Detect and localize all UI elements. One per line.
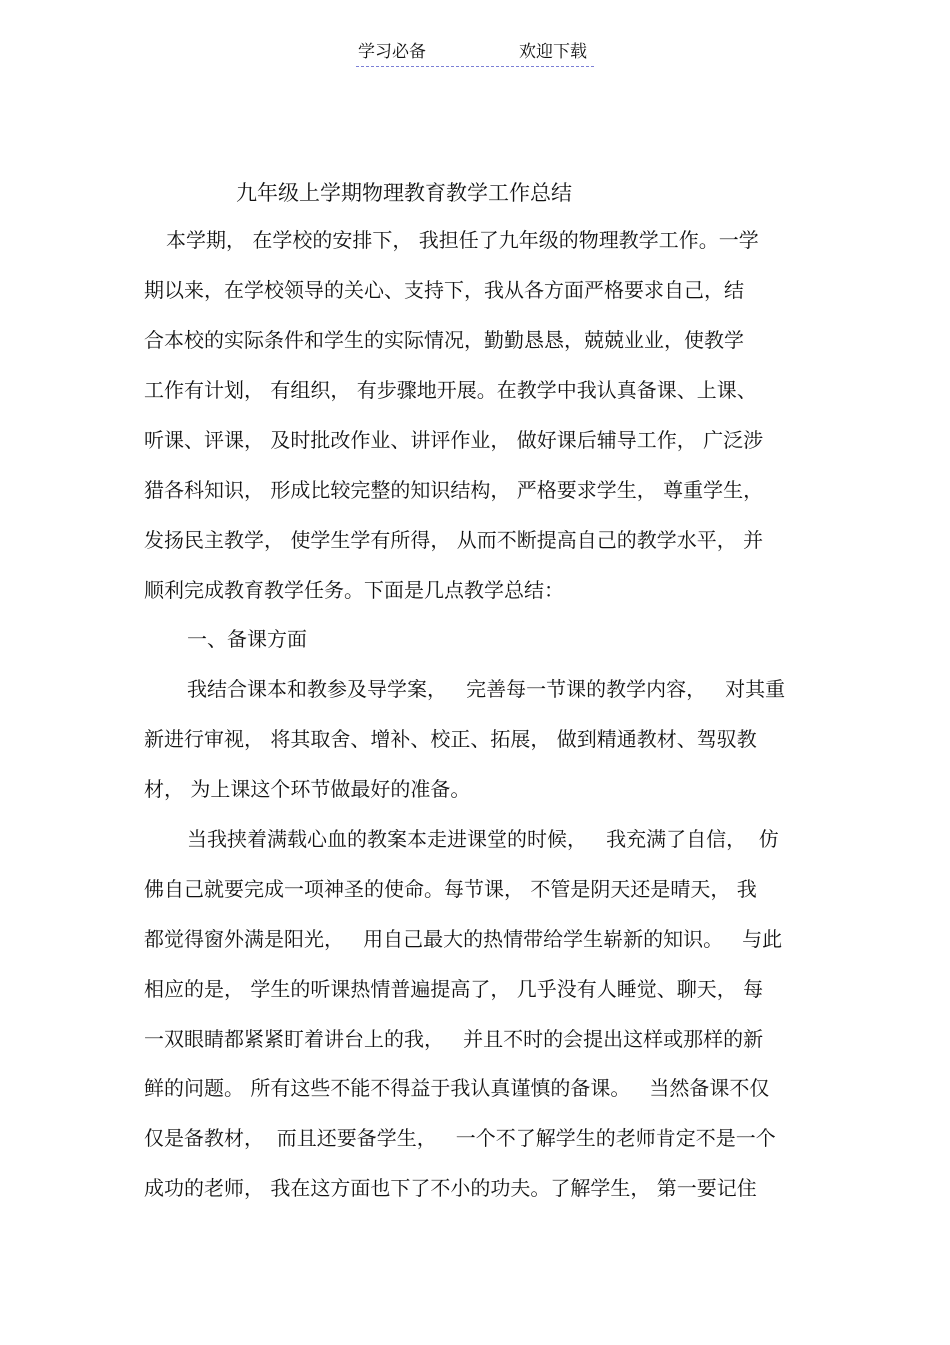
header-left-text: 学习必备 <box>358 42 426 62</box>
body-line: 本学期， 在学校的安排下， 我担任了九年级的物理教学工作。一学 <box>166 228 759 252</box>
body-line: 期以来，在学校领导的关心、支持下，我从各方面严格要求自己，结 <box>144 278 744 302</box>
document-title: 九年级上学期物理教育教学工作总结 <box>236 181 572 205</box>
body-line: 猎各科知识， 形成比较完整的知识结构， 严格要求学生， 尊重学生， <box>144 478 764 502</box>
body-line: 顺利完成教育教学任务。下面是几点教学总结： <box>144 578 564 602</box>
body-line: 材， 为上课这个环节做最好的准备。 <box>144 777 471 801</box>
body-line: 当我挟着满载心血的教案本走进课堂的时候， 我充满了自信， 仿 <box>187 827 779 851</box>
body-line: 合本校的实际条件和学生的实际情况，勤勤恳恳，兢兢业业，使教学 <box>144 328 744 352</box>
body-line: 佛自己就要完成一项神圣的使命。每节课， 不管是阴天还是晴天， 我 <box>144 877 757 901</box>
body-line: 相应的是， 学生的听课热情普遍提高了， 几乎没有人睡觉、聊天， 每 <box>144 977 764 1001</box>
body-line: 发扬民主教学， 使学生学有所得， 从而不断提高自己的教学水平， 并 <box>144 528 764 552</box>
header-right-text: 欢迎下载 <box>519 42 587 62</box>
section-heading: 一、备课方面 <box>187 627 307 651</box>
page-header <box>356 40 594 67</box>
body-line: 都觉得窗外满是阳光， 用自己最大的热情带给学生崭新的知识。 与此 <box>144 927 783 951</box>
body-line: 工作有计划， 有组织， 有步骤地开展。在教学中我认真备课、上课、 <box>144 378 757 402</box>
body-line: 仅是备教材， 而且还要备学生， 一个不了解学生的老师肯定不是一个 <box>144 1126 776 1150</box>
body-line: 新进行审视， 将其取舍、增补、校正、拓展， 做到精通教材、驾驭教 <box>144 727 757 751</box>
body-line: 成功的老师， 我在这方面也下了不小的功夫。了解学生， 第一要记住 <box>144 1176 757 1200</box>
body-line: 鲜的问题。 所有这些不能不得益于我认真谨慎的备课。 当然备课不仅 <box>144 1076 770 1100</box>
body-line: 一双眼睛都紧紧盯着讲台上的我， 并且不时的会提出这样或那样的新 <box>144 1027 764 1051</box>
body-line: 听课、评课， 及时批改作业、讲评作业， 做好课后辅导工作， 广泛涉 <box>144 428 764 452</box>
body-line: 我结合课本和教参及导学案， 完善每一节课的教学内容， 对其重 <box>187 677 786 701</box>
